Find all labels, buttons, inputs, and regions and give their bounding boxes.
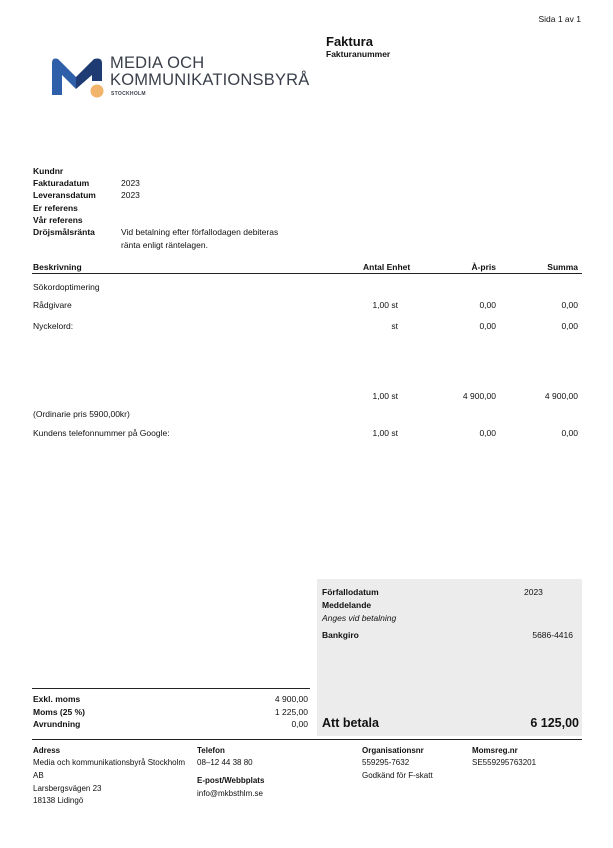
footer-rule	[32, 739, 582, 740]
row-unit-price: 0,00	[479, 321, 496, 331]
row-unit-price: 4 900,00	[462, 391, 496, 401]
logo-m-left	[52, 59, 76, 96]
amount-due-label: Att betala	[322, 716, 379, 730]
row-sum: 0,00	[561, 321, 578, 331]
table-header-rule	[32, 273, 582, 274]
footer-address-label: Adress	[33, 746, 61, 755]
footer-vat-value: SE559295763201	[472, 758, 537, 767]
row-quantity: st	[391, 321, 398, 331]
page-number: Sida 1 av 1	[538, 14, 581, 24]
info-label-leveransdatum: Leveransdatum	[33, 190, 96, 200]
col-header-description: Beskrivning	[33, 262, 82, 272]
info-label-fakturadatum: Fakturadatum	[33, 178, 90, 188]
col-header-sum: Summa	[547, 262, 578, 272]
footer-phone-value: 08–12 44 38 80	[197, 758, 253, 767]
info-label-drojsmalsranta: Dröjsmålsränta	[33, 227, 95, 237]
row-description: (Ordinarie pris 5900,00kr)	[33, 409, 130, 419]
row-description: Sökordoptimering	[33, 282, 100, 292]
company-logo-icon	[50, 55, 106, 99]
row-description: Nyckelord:	[33, 321, 74, 331]
total-label-vat: Moms (25 %)	[33, 707, 85, 717]
footer-address-line: 18138 Lidingö	[33, 796, 84, 805]
bankgiro-label: Bankgiro	[322, 630, 359, 640]
row-sum: 4 900,00	[544, 391, 578, 401]
info-label-er-referens: Er referens	[33, 203, 78, 213]
logo-m-right	[76, 59, 102, 90]
footer-phone-label: Telefon	[197, 746, 225, 755]
footer-web-value[interactable]: info@mkbsthlm.se	[197, 789, 263, 798]
logo-text-line3: STOCKHOLM	[111, 91, 146, 97]
row-unit-price: 0,00	[479, 300, 496, 310]
row-quantity: 1,00 st	[372, 391, 398, 401]
footer-org-value: 559295-7632	[362, 758, 410, 767]
total-label-rounding: Avrundning	[33, 719, 81, 729]
message-value: Anges vid betalning	[322, 613, 397, 623]
footer-web-label: E-post/Webbplats	[197, 776, 265, 785]
bankgiro-value: 5686-4416	[532, 630, 573, 640]
row-description: Kundens telefonnummer på Google:	[33, 428, 170, 438]
due-date-value: 2023	[524, 587, 543, 597]
invoice-number-label: Fakturanummer	[326, 49, 391, 59]
footer-address-line: Larsbergsvägen 23	[33, 784, 102, 793]
logo-text-line1: MEDIA OCH	[110, 54, 205, 72]
row-quantity: 1,00 st	[372, 428, 398, 438]
info-value-fakturadatum: 2023	[121, 178, 140, 188]
message-label: Meddelande	[322, 600, 372, 610]
info-label-kundnr: Kundnr	[33, 166, 64, 176]
info-value-drojsmalsranta-2: ränta enligt räntelagen.	[121, 240, 208, 250]
logo-text-line2: KOMMUNIKATIONSBYRÅ	[110, 71, 310, 89]
row-description: Rådgivare	[33, 300, 72, 310]
footer-address-line: AB	[33, 771, 44, 780]
document-title: Faktura	[326, 34, 373, 49]
info-value-leveransdatum: 2023	[121, 190, 140, 200]
footer-vat-label: Momsreg.nr	[472, 746, 518, 755]
due-date-label: Förfallodatum	[322, 587, 379, 597]
info-label-var-referens: Vår referens	[33, 215, 83, 225]
logo-dot	[91, 85, 104, 98]
col-header-quantity: Antal Enhet	[363, 262, 411, 272]
total-value-rounding: 0,00	[291, 719, 308, 729]
total-value-excl-vat: 4 900,00	[274, 694, 308, 704]
footer-org-note: Godkänd för F-skatt	[362, 771, 433, 780]
row-sum: 0,00	[561, 300, 578, 310]
total-value-vat: 1 225,00	[274, 707, 308, 717]
row-unit-price: 0,00	[479, 428, 496, 438]
row-quantity: 1,00 st	[372, 300, 398, 310]
amount-due-value: 6 125,00	[530, 716, 579, 730]
footer-address-line: Media och kommunikationsbyrå Stockholm	[33, 758, 186, 767]
col-header-unit-price: À-pris	[471, 262, 496, 272]
totals-rule	[32, 688, 310, 689]
footer-org-label: Organisationsnr	[362, 746, 424, 755]
total-label-excl-vat: Exkl. moms	[33, 694, 81, 704]
info-value-drojsmalsranta: Vid betalning efter förfallodagen debiteras	[121, 227, 279, 237]
row-sum: 0,00	[561, 428, 578, 438]
